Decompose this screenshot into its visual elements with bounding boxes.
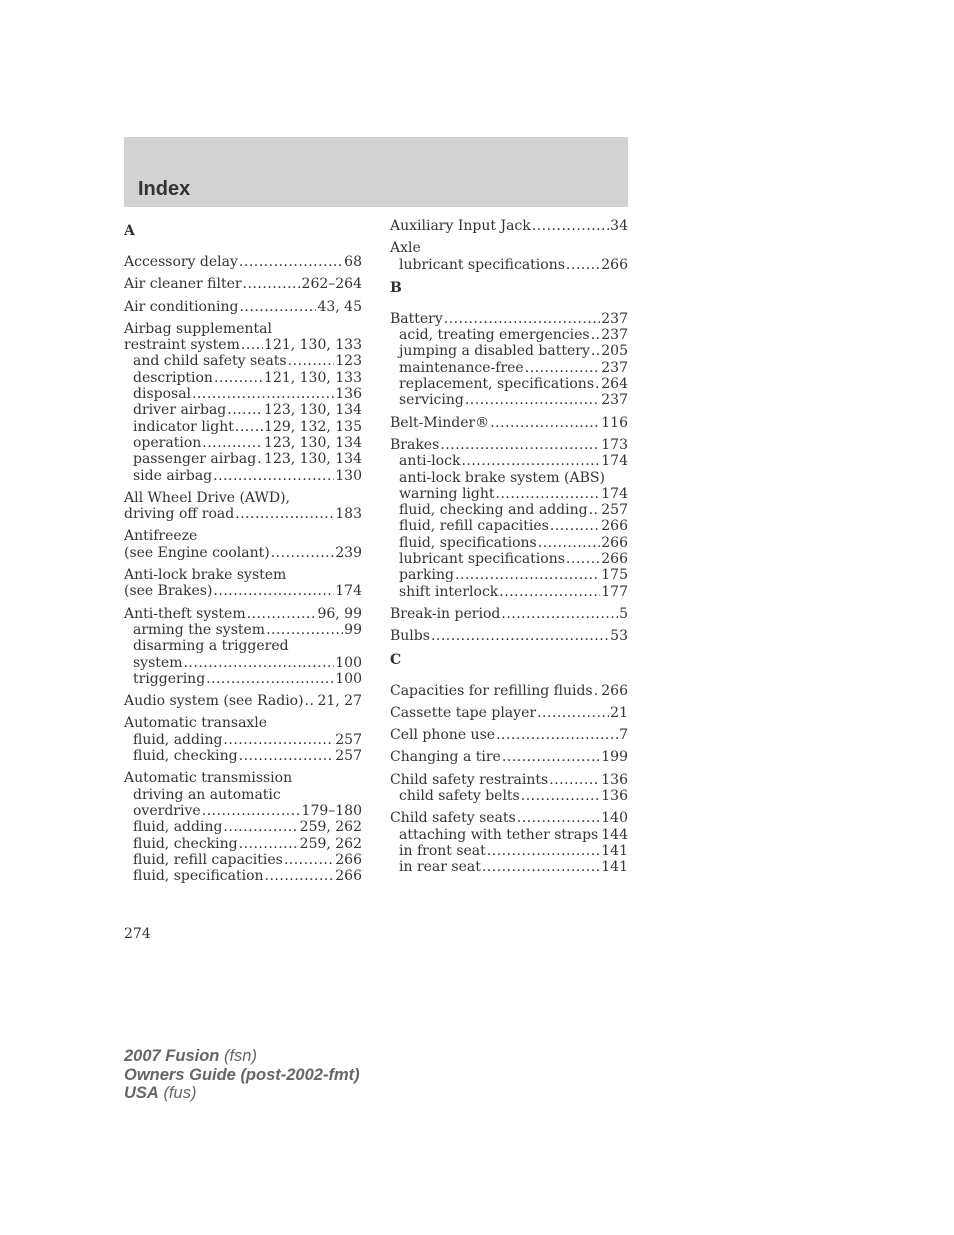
index-subentry-line <box>124 451 362 467</box>
entry-page-ref: 266 <box>601 534 628 551</box>
dot-leader <box>239 836 299 852</box>
index-entry-line <box>390 437 628 453</box>
dot-leader <box>266 622 343 638</box>
entry-label: in rear seat <box>399 859 481 876</box>
entry-label: Anti-lock brake system <box>124 567 287 584</box>
page-title: Index <box>138 178 191 200</box>
dot-leader <box>461 453 600 469</box>
entry-label: driving off road <box>124 506 235 523</box>
entry-page-ref: 179–180 <box>301 802 362 819</box>
dot-leader <box>265 868 335 884</box>
dot-leader <box>271 545 335 561</box>
dot-leader <box>566 551 600 567</box>
entry-page-ref: 266 <box>601 551 628 568</box>
entry-page-ref: 123 <box>335 353 362 370</box>
entries-b <box>390 311 628 645</box>
entry-label: jumping a disabled battery <box>399 343 590 360</box>
entry-page-ref: 129, 132, 135 <box>264 418 362 435</box>
dot-leader <box>241 337 263 353</box>
index-subentry-line <box>390 584 628 600</box>
index-subentry-line <box>124 868 362 884</box>
entry-label: indicator light <box>133 418 234 435</box>
entry-page-ref: 266 <box>335 868 362 885</box>
entry-label: fluid, checking and adding <box>399 502 588 519</box>
entry-page-ref: 123, 130, 134 <box>264 451 362 468</box>
index-entry-line <box>124 545 362 561</box>
entry-label: All Wheel Drive (AWD), <box>124 489 290 506</box>
dot-leader <box>214 370 263 386</box>
entry-label: Auxiliary Input Jack <box>390 218 531 234</box>
entry-page-ref: 237 <box>601 359 628 376</box>
entry-page-ref: 99 <box>344 621 362 638</box>
index-entry <box>390 437 628 600</box>
dot-leader <box>549 772 600 788</box>
entry-label: disarming a triggered <box>133 638 289 655</box>
entry-page-ref: 123, 130, 134 <box>264 434 362 451</box>
footer-model-code: (fsn) <box>223 1047 257 1065</box>
dot-leader <box>227 402 263 418</box>
index-entry <box>390 727 628 743</box>
section-letter-c: C <box>390 651 402 668</box>
index-entry-line <box>390 415 628 431</box>
index-entry-line <box>124 337 362 353</box>
entry-page-ref: 100 <box>335 670 362 687</box>
index-entry-line <box>390 311 628 327</box>
entry-label: Capacities for refilling fluids <box>390 682 593 699</box>
index-entry <box>124 321 362 484</box>
entry-label: passenger airbag <box>133 451 257 468</box>
entry-label: fluid, checking <box>133 835 238 852</box>
index-subentry-line <box>390 788 628 804</box>
index-subentry-line <box>390 470 628 486</box>
entry-label: Accessory delay <box>124 254 238 270</box>
dot-leader <box>490 415 600 431</box>
entry-label: Antifreeze <box>124 528 198 545</box>
dot-leader <box>257 451 263 467</box>
index-entry-line <box>390 727 628 743</box>
dot-leader <box>202 803 301 819</box>
index-subentry-line <box>124 370 362 386</box>
index-entry-line <box>390 240 628 256</box>
dot-leader <box>440 437 600 453</box>
index-entry <box>390 606 628 622</box>
dot-leader <box>243 276 301 292</box>
index-entry <box>124 276 362 292</box>
index-entry <box>390 683 628 699</box>
entry-page-ref: 266 <box>601 682 628 699</box>
dot-leader <box>239 748 335 764</box>
entry-label: arming the system <box>133 621 266 638</box>
entry-page-ref: 257 <box>335 731 362 748</box>
footer-market-code: (fus) <box>163 1084 197 1102</box>
index-subentry-line <box>390 843 628 859</box>
entry-label: lubricant specifications <box>399 551 565 568</box>
entry-page-ref: 7 <box>619 727 628 744</box>
entry-label: triggering <box>133 670 206 687</box>
entry-page-ref: 237 <box>601 310 628 327</box>
dot-leader <box>501 606 618 622</box>
dot-leader <box>305 693 317 709</box>
entry-label: Belt-Minder® <box>390 414 490 431</box>
entry-label: system <box>133 654 183 671</box>
index-subentry-line <box>390 376 628 392</box>
entry-page-ref: 237 <box>601 392 628 409</box>
index-entry <box>390 218 628 234</box>
index-entry-line <box>124 567 362 583</box>
dot-leader <box>537 705 609 721</box>
index-entry-line <box>124 299 362 315</box>
dot-leader <box>591 343 600 359</box>
index-subentry-line <box>390 502 628 518</box>
entry-label: fluid, adding <box>133 819 223 836</box>
index-entry-line <box>390 628 628 644</box>
entry-label: acid, treating emergencies <box>399 327 590 344</box>
footer-line-model <box>124 1047 360 1066</box>
dot-leader <box>496 486 601 502</box>
index-entry-line <box>390 810 628 826</box>
index-entry-line <box>124 490 362 506</box>
entry-page-ref: 5 <box>619 605 628 622</box>
entry-page-ref: 174 <box>601 485 628 502</box>
entry-label: warning light <box>399 485 495 502</box>
entry-label: side airbag <box>133 467 213 484</box>
dot-leader <box>532 218 609 234</box>
index-subentry-line <box>124 468 362 484</box>
index-entry-line <box>124 606 362 622</box>
index-subentry-line <box>390 360 628 376</box>
entry-page-ref: 262–264 <box>301 276 362 293</box>
index-subentry-line <box>390 257 628 273</box>
dot-leader <box>496 727 618 743</box>
entry-label: anti-lock <box>399 453 461 470</box>
index-entry <box>124 567 362 600</box>
entry-page-ref: 100 <box>335 654 362 671</box>
entry-page-ref: 173 <box>601 436 628 453</box>
index-entry <box>124 770 362 884</box>
dot-leader <box>550 518 600 534</box>
entry-page-ref: 264 <box>601 376 628 393</box>
index-entry <box>390 628 628 644</box>
dot-leader <box>239 299 316 315</box>
index-subentry-line <box>124 402 362 418</box>
entry-label: Child safety seats <box>390 810 516 827</box>
index-subentry-line <box>124 655 362 671</box>
index-subentry-line <box>390 535 628 551</box>
footer-guide: Owners Guide (post-2002-fmt) <box>124 1065 360 1084</box>
index-entry-line <box>124 693 362 709</box>
footer-document-id <box>124 1047 360 1103</box>
dot-leader <box>444 311 600 327</box>
footer-model: 2007 Fusion <box>124 1047 220 1065</box>
index-entry <box>390 810 628 875</box>
entry-label: restraint system <box>124 337 240 354</box>
entry-label: Automatic transaxle <box>124 715 268 732</box>
dot-leader <box>223 732 334 748</box>
dot-leader <box>525 360 601 376</box>
entry-page-ref: 136 <box>601 788 628 805</box>
entry-page-ref: 174 <box>335 583 362 600</box>
entry-page-ref: 257 <box>601 502 628 519</box>
dot-leader <box>517 810 601 826</box>
index-entry <box>124 715 362 764</box>
entry-label: Cell phone use <box>390 727 496 744</box>
entry-label: Bulbs <box>390 628 430 645</box>
index-entry <box>390 772 628 805</box>
entries-c <box>390 683 628 876</box>
entry-page-ref: 96, 99 <box>317 605 362 622</box>
dot-leader <box>235 506 334 522</box>
footer-line-market <box>124 1084 360 1103</box>
dot-leader <box>213 468 334 484</box>
dot-leader <box>499 584 600 600</box>
entry-label: Anti-theft system <box>124 605 246 622</box>
entry-label: fluid, checking <box>133 748 238 765</box>
entry-label: maintenance-free <box>399 359 524 376</box>
entry-label: Audio system (see Radio) <box>124 693 304 710</box>
entry-page-ref: 116 <box>601 414 628 431</box>
entry-label: Child safety restraints <box>390 771 549 788</box>
entry-page-ref: 199 <box>601 749 628 766</box>
index-entry-line <box>124 770 362 786</box>
entry-page-ref: 259, 262 <box>299 819 362 836</box>
dot-leader <box>502 749 600 765</box>
index-subentry-line <box>390 453 628 469</box>
entry-label: Cassette tape player <box>390 704 537 721</box>
entry-page-ref: 130 <box>335 467 362 484</box>
dot-leader <box>591 327 601 343</box>
index-entry-line <box>124 528 362 544</box>
index-entry <box>124 528 362 561</box>
entry-label: disposal <box>133 386 192 403</box>
entry-page-ref: 21, 27 <box>317 693 362 710</box>
entry-label: replacement, specifications <box>399 376 595 393</box>
index-subentry-line <box>390 859 628 875</box>
index-subentry-line <box>124 622 362 638</box>
dot-leader <box>239 254 343 270</box>
footer-market: USA <box>124 1084 159 1102</box>
index-subentry-line <box>124 638 362 654</box>
entry-label: Axle <box>390 240 421 257</box>
index-entry-line <box>390 749 628 765</box>
index-entry <box>390 705 628 721</box>
entry-page-ref: 266 <box>601 256 628 273</box>
entry-page-ref: 136 <box>601 771 628 788</box>
dot-leader <box>594 683 601 699</box>
entry-label: operation <box>133 434 202 451</box>
dot-leader <box>599 827 600 843</box>
entry-page-ref: 123, 130, 134 <box>264 402 362 419</box>
entry-label: Brakes <box>390 436 440 453</box>
index-entry <box>390 240 628 273</box>
section-letter-b: B <box>390 279 402 296</box>
entry-label: driving an automatic <box>133 786 281 803</box>
dot-leader <box>202 435 263 451</box>
entry-page-ref: 141 <box>601 859 628 876</box>
dot-leader <box>247 606 317 622</box>
entry-label: Airbag supplemental <box>124 320 272 337</box>
index-subentry-line <box>124 671 362 687</box>
entry-page-ref: 140 <box>601 810 628 827</box>
entry-page-ref: 141 <box>601 842 628 859</box>
dot-leader <box>487 843 600 859</box>
index-header-band <box>124 137 628 207</box>
entry-page-ref: 183 <box>335 506 362 523</box>
dot-leader <box>589 502 601 518</box>
entry-label: anti-lock brake system (ABS) <box>399 469 605 486</box>
entry-label: Automatic transmission <box>124 770 293 787</box>
entries-a-continued <box>390 218 628 273</box>
entry-label: Battery <box>390 310 443 327</box>
index-subentry-line <box>124 435 362 451</box>
index-subentry-line <box>124 819 362 835</box>
entry-page-ref: 68 <box>344 254 362 270</box>
entry-page-ref: 121, 130, 133 <box>264 337 362 354</box>
dot-leader <box>223 819 298 835</box>
entry-page-ref: 205 <box>601 343 628 360</box>
entry-label: fluid, refill capacities <box>399 518 549 535</box>
index-entry-line <box>124 321 362 337</box>
index-entry-line <box>390 606 628 622</box>
entry-page-ref: 21 <box>610 704 628 721</box>
entry-label: overdrive <box>133 802 201 819</box>
index-column-right <box>390 218 628 882</box>
entry-page-ref: 53 <box>610 628 628 645</box>
index-column-left <box>124 218 362 890</box>
index-subentry-line <box>124 852 362 868</box>
dot-leader <box>235 419 263 435</box>
footer-line-guide <box>124 1066 360 1085</box>
dot-leader <box>206 671 334 687</box>
dot-leader <box>183 655 334 671</box>
entry-label: Changing a tire <box>390 749 501 766</box>
index-entry-line <box>124 715 362 731</box>
index-entry-line <box>390 705 628 721</box>
entry-page-ref: 121, 130, 133 <box>264 369 362 386</box>
entry-page-ref: 257 <box>335 748 362 765</box>
dot-leader <box>595 376 600 392</box>
dot-leader <box>288 353 335 369</box>
entry-label: attaching with tether straps <box>399 826 599 843</box>
entry-page-ref: 43, 45 <box>317 298 362 315</box>
entry-label: Air conditioning <box>124 298 239 315</box>
entry-label: Break-in period <box>390 605 501 622</box>
entry-page-ref: 136 <box>335 386 362 403</box>
entry-label: fluid, refill capacities <box>133 851 283 868</box>
entry-label: Air cleaner filter <box>124 276 242 293</box>
index-subentry-line <box>124 353 362 369</box>
entry-label: servicing <box>399 392 464 409</box>
entry-page-ref: 259, 262 <box>299 835 362 852</box>
entry-label: and child safety seats <box>133 353 287 370</box>
dot-leader <box>455 567 600 583</box>
dot-leader <box>538 535 601 551</box>
index-entry <box>124 693 362 709</box>
index-entry-line <box>124 276 362 292</box>
entry-page-ref: 237 <box>601 327 628 344</box>
entry-label: shift interlock <box>399 583 499 600</box>
index-subentry-line <box>390 567 628 583</box>
index-subentry-line <box>124 386 362 402</box>
entry-page-ref: 266 <box>601 518 628 535</box>
dot-leader <box>482 859 600 875</box>
entry-label: child safety belts <box>399 788 520 805</box>
dot-leader <box>465 392 600 408</box>
entry-label: in front seat <box>399 842 486 859</box>
index-entry-line <box>390 772 628 788</box>
index-subentry-line <box>390 327 628 343</box>
entry-page-ref: 266 <box>335 851 362 868</box>
index-entry-line <box>124 506 362 522</box>
entry-label: parking <box>399 567 454 584</box>
entry-label: fluid, specifications <box>399 534 537 551</box>
section-letter-a: A <box>124 223 135 239</box>
index-subentry-line <box>390 343 628 359</box>
entry-page-ref: 177 <box>601 583 628 600</box>
dot-leader <box>566 257 600 273</box>
entry-page-ref: 174 <box>601 453 628 470</box>
index-entry-line <box>124 254 362 270</box>
entry-page-ref: 34 <box>610 218 628 234</box>
entry-page-ref: 239 <box>335 544 362 561</box>
dot-leader <box>213 583 334 599</box>
index-subentry-line <box>390 518 628 534</box>
index-subentry-line <box>124 787 362 803</box>
entry-label: driver airbag <box>133 402 227 419</box>
index-entry <box>124 299 362 315</box>
index-entry <box>390 415 628 431</box>
index-subentry-line <box>124 803 362 819</box>
entry-label: lubricant specifications <box>399 256 565 273</box>
index-entry <box>390 311 628 409</box>
index-subentry-line <box>124 732 362 748</box>
index-entry-line <box>124 583 362 599</box>
index-entry <box>390 749 628 765</box>
index-subentry-line <box>124 836 362 852</box>
index-entry <box>124 490 362 523</box>
index-subentry-line <box>124 748 362 764</box>
index-entry-line <box>390 683 628 699</box>
index-subentry-line <box>124 419 362 435</box>
dot-leader <box>192 386 334 402</box>
entry-label: description <box>133 369 213 386</box>
entry-label: fluid, adding <box>133 731 223 748</box>
dot-leader <box>284 852 334 868</box>
index-subentry-line <box>390 486 628 502</box>
index-entry <box>124 254 362 270</box>
dot-leader <box>431 628 609 644</box>
entry-page-ref: 144 <box>601 826 628 843</box>
entry-label: fluid, specification <box>133 868 264 885</box>
index-subentry-line <box>390 551 628 567</box>
page-number: 274 <box>124 926 151 942</box>
entries-a <box>124 254 362 884</box>
index-entry-line <box>390 218 628 234</box>
index-subentry-line <box>390 392 628 408</box>
index-subentry-line <box>390 827 628 843</box>
dot-leader <box>521 788 601 804</box>
entry-label: (see Brakes) <box>124 583 213 600</box>
entry-page-ref: 175 <box>601 567 628 584</box>
index-entry <box>124 606 362 687</box>
entry-label: (see Engine coolant) <box>124 544 270 561</box>
